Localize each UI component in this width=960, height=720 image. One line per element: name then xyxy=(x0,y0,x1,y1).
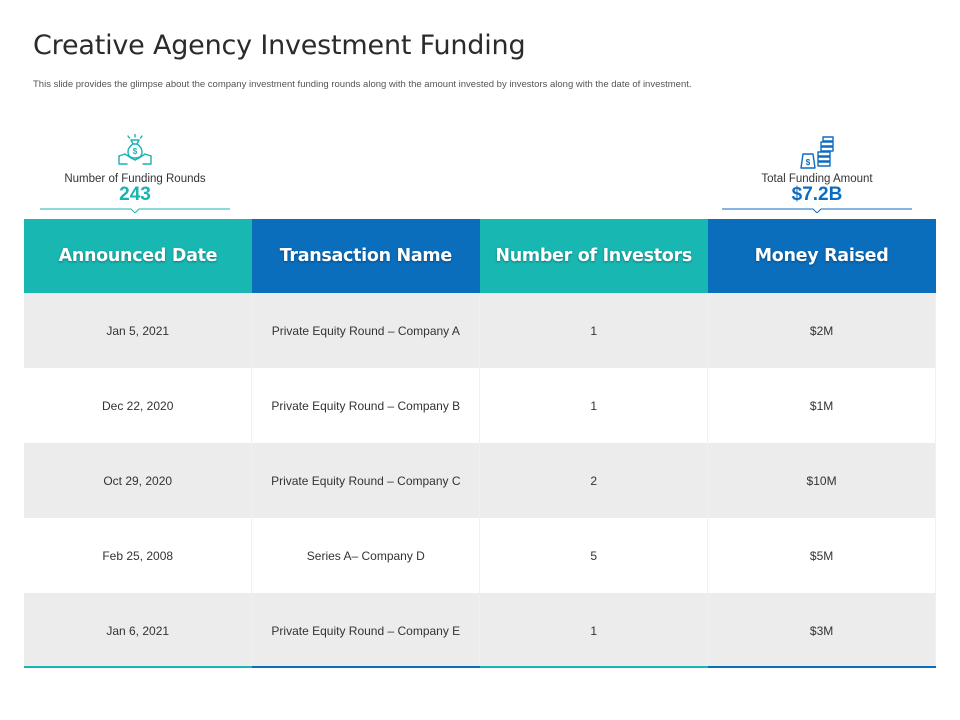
kpi-rounds-value: 243 xyxy=(119,184,151,205)
cell-announced-date: Dec 22, 2020 xyxy=(24,368,252,443)
cell-number-of-investors: 1 xyxy=(480,593,708,668)
kpi-rounds-label: Number of Funding Rounds xyxy=(64,173,206,185)
kpi-amount-value: $7.2B xyxy=(791,184,843,205)
svg-text:$: $ xyxy=(805,158,811,167)
cell-transaction-name: Series A– Company D xyxy=(252,518,480,593)
cell-money-raised: $10M xyxy=(708,443,936,518)
cell-number-of-investors: 5 xyxy=(480,518,708,593)
kpi-amount-divider xyxy=(722,205,912,213)
kpi-funding-rounds xyxy=(40,134,230,213)
table-row xyxy=(24,593,936,668)
table-row xyxy=(24,518,936,593)
cell-announced-date: Jan 5, 2021 xyxy=(24,293,252,368)
header-number-of-investors: Number of Investors xyxy=(480,219,708,293)
cell-transaction-name: Private Equity Round – Company A xyxy=(252,293,480,368)
funding-table xyxy=(24,219,936,668)
cell-announced-date: Jan 6, 2021 xyxy=(24,593,252,668)
table-bottom-border xyxy=(24,666,936,668)
table-header-row xyxy=(24,219,936,293)
svg-text:$: $ xyxy=(132,147,138,156)
kpi-amount-label: Total Funding Amount xyxy=(761,173,873,185)
cell-money-raised: $2M xyxy=(708,293,936,368)
slide-subtitle: This slide provides the glimpse about the company investment funding rounds along with the amount invested by investors along with the date of investment. xyxy=(33,79,692,90)
cell-announced-date: Feb 25, 2008 xyxy=(24,518,252,593)
cell-money-raised: $1M xyxy=(708,368,936,443)
header-transaction-name: Transaction Name xyxy=(252,219,480,293)
cell-number-of-investors: 1 xyxy=(480,293,708,368)
kpi-funding-amount xyxy=(722,134,912,213)
cell-number-of-investors: 1 xyxy=(480,368,708,443)
cell-transaction-name: Private Equity Round – Company C xyxy=(252,443,480,518)
table-row xyxy=(24,443,936,518)
header-money-raised: Money Raised xyxy=(708,219,936,293)
header-announced-date: Announced Date xyxy=(24,219,252,293)
table-row xyxy=(24,293,936,368)
cell-transaction-name: Private Equity Round – Company B xyxy=(252,368,480,443)
cell-money-raised: $3M xyxy=(708,593,936,668)
cell-announced-date: Oct 29, 2020 xyxy=(24,443,252,518)
cell-transaction-name: Private Equity Round – Company E xyxy=(252,593,480,668)
cell-number-of-investors: 2 xyxy=(480,443,708,518)
table-row xyxy=(24,368,936,443)
cell-money-raised: $5M xyxy=(708,518,936,593)
kpi-rounds-divider xyxy=(40,205,230,213)
money-bag-hands-icon xyxy=(115,134,155,172)
money-stack-icon xyxy=(797,134,837,172)
slide-title: Creative Agency Investment Funding xyxy=(33,30,526,61)
